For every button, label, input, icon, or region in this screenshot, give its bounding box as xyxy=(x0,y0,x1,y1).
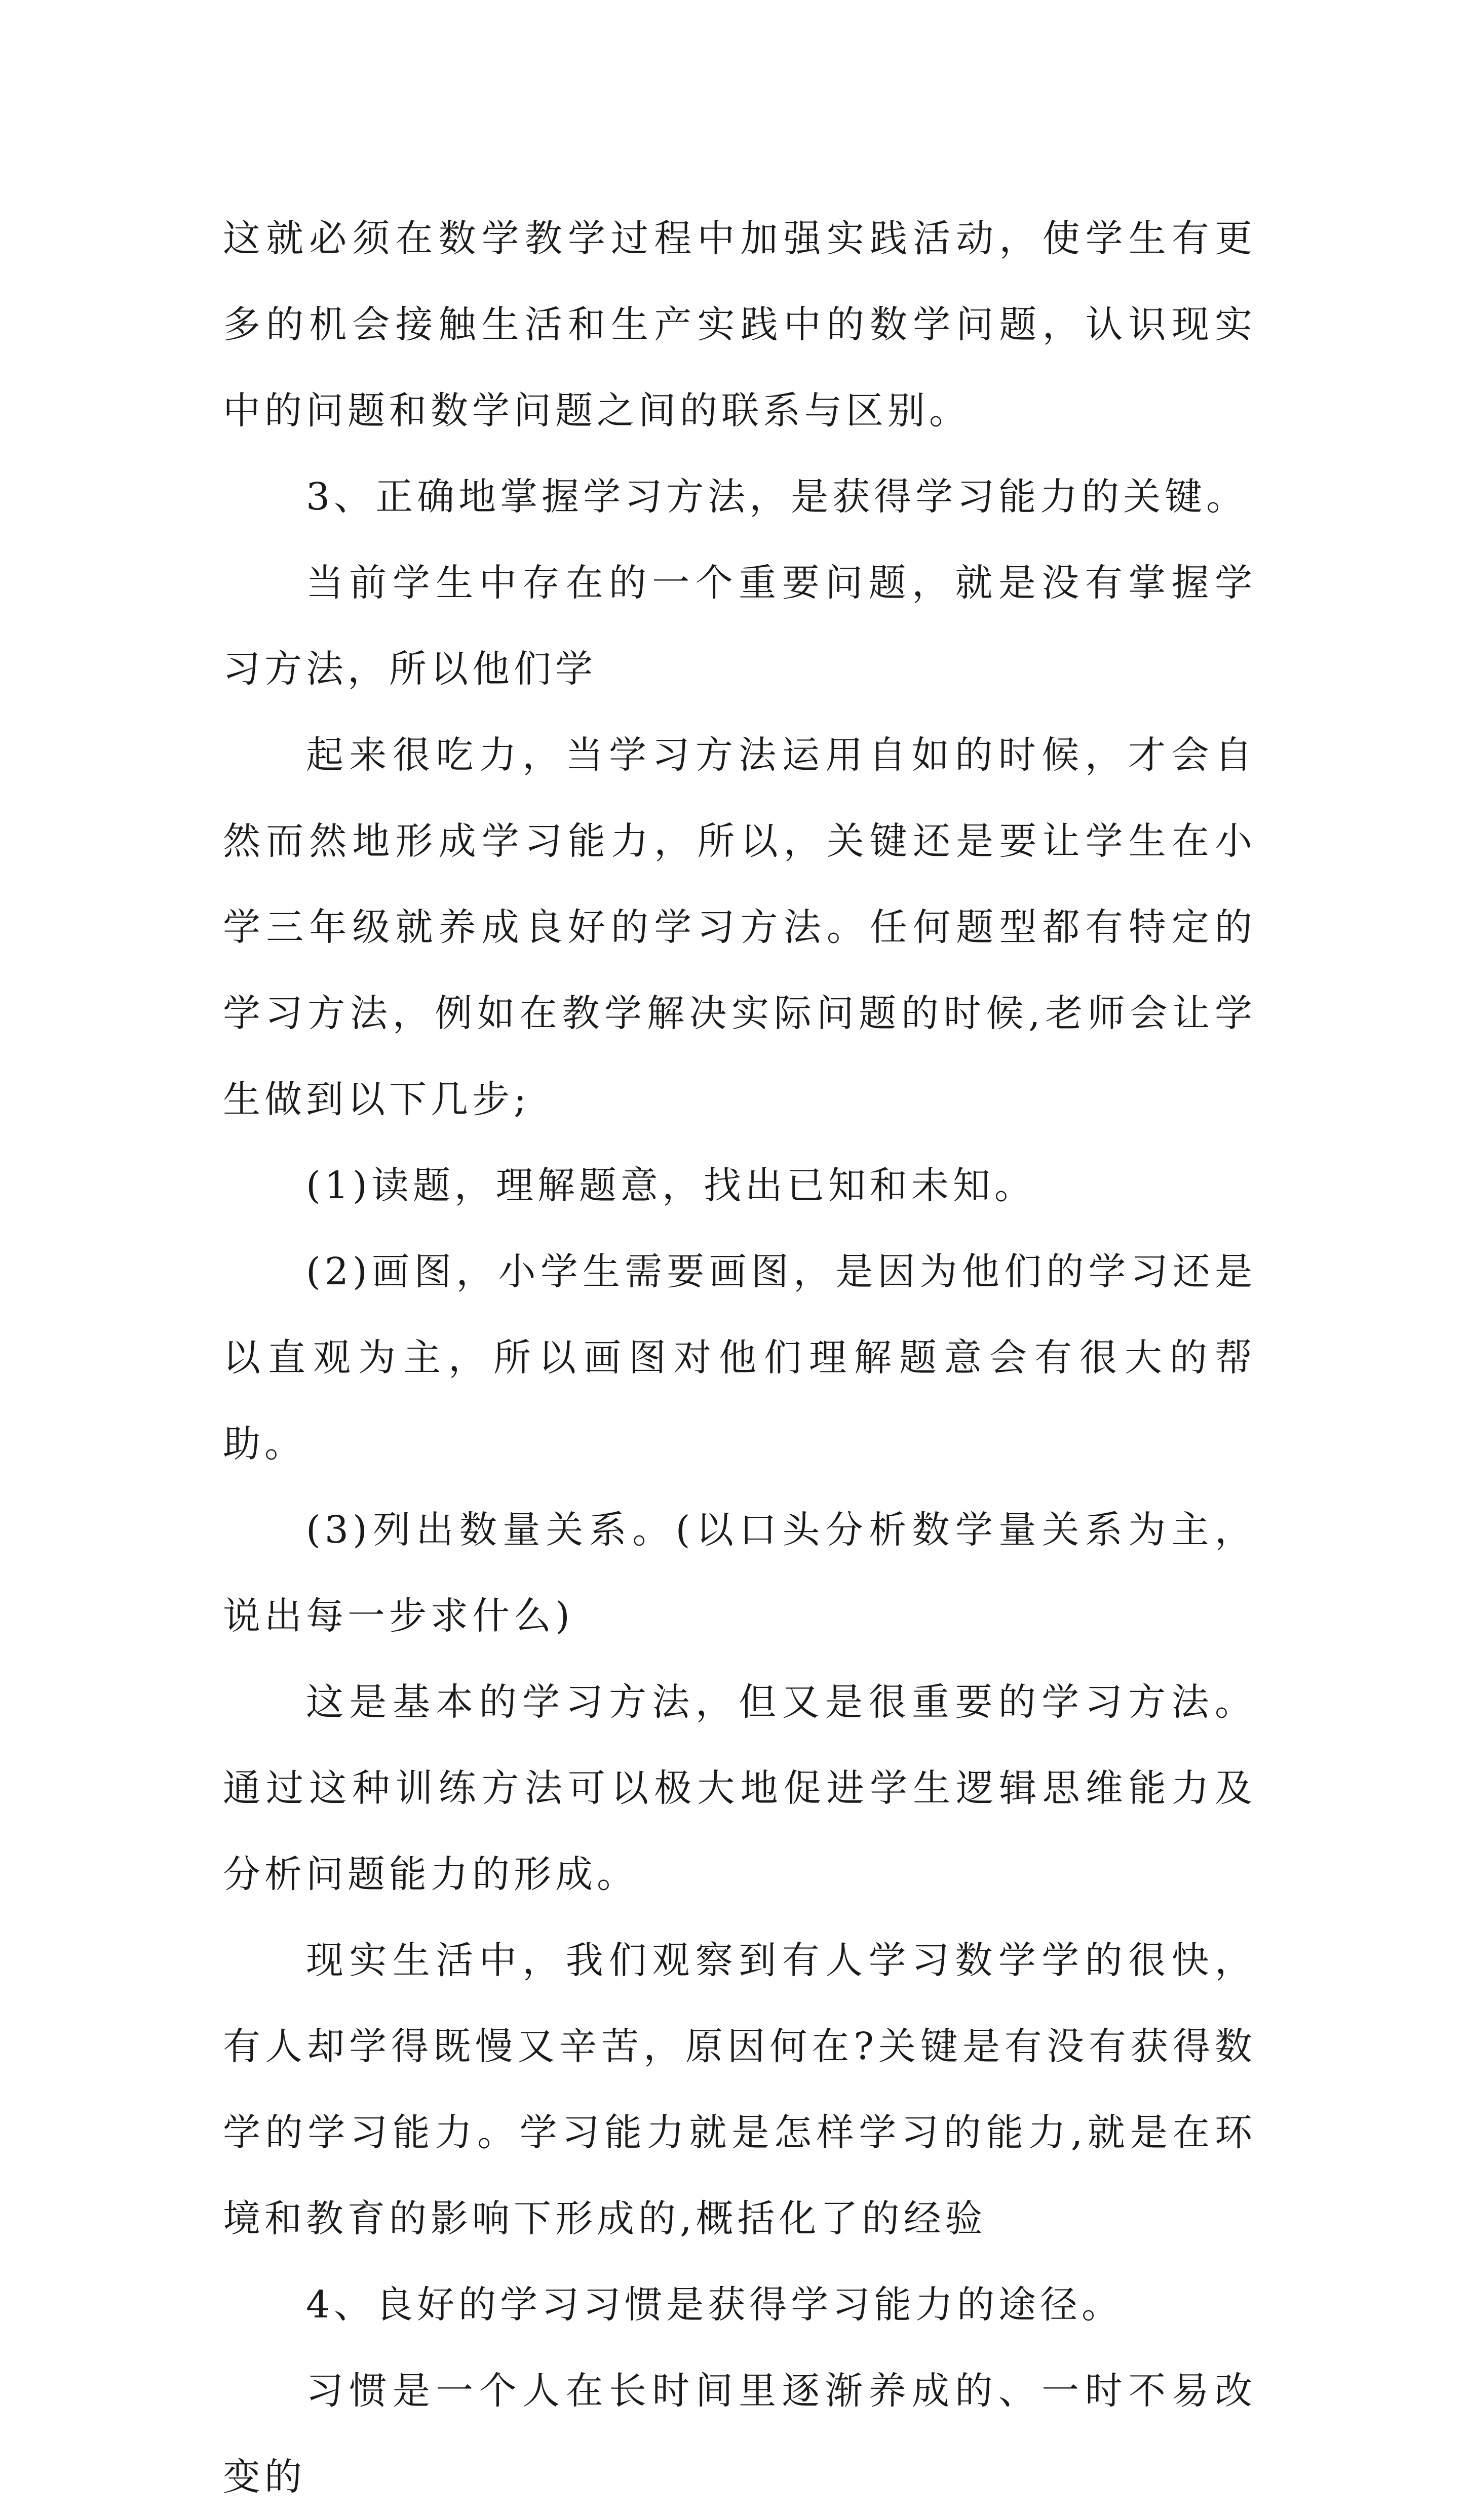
paragraph-heading-4-study-habits: 4、良好的学习习惯是获得学习能力的途径。 xyxy=(306,2283,1124,2327)
paragraph-habit-definition: 习惯是一个人在长时间里逐渐养成的、一时不易改变的 xyxy=(223,2369,1256,2499)
paragraph-method-fluency: 起来很吃力，当学习方法运用自如的时候，才会自然而然地形成学习能力，所以，关键还是要让学生在小学三年级就养成良好的学习方法。任何题型都有特定的学习方法，例如在教学解决实际问题的时候,老师会让学生做到以下几步; xyxy=(223,733,1256,1121)
document-body xyxy=(223,195,1256,2520)
paragraph-real-life-observation: 现实生活中，我们观察到有人学习数学学的很快，有人却学得既慢又辛苦，原因何在?关键是有没有获得数学的学习能力。学习能力就是怎样学习的能力,就是在环境和教育的影响下形成的,概括化了的经验 xyxy=(223,1939,1256,2240)
paragraph-step-3: (3)列出数量关系。(以口头分析数学量关系为主，说出每一步求什么) xyxy=(223,1508,1256,1638)
paragraph-heading-3-learning-methods: 3、正确地掌握学习方法，是获得学习能力的关键。 xyxy=(306,475,1248,519)
paragraph-step-2: (2)画图，小学生需要画图，是因为他们的学习还是以直观为主，所以画图对他们理解题意会有很大的帮助。 xyxy=(223,1250,1256,1466)
paragraph-current-problem: 当前学生中存在的一个重要问题，就是没有掌握学习方法，所以他们学 xyxy=(223,561,1256,691)
paragraph-basic-method: 这是基本的学习方法，但又是很重要的学习方法。通过这种训练方法可以极大地促进学生逻辑思维能力及分析问题能力的形成。 xyxy=(223,1680,1256,1896)
paragraph-step-1: (1)读题，理解题意，找出已知和未知。 xyxy=(306,1164,1036,1207)
paragraph-practice-activities: 这就必须在数学教学过程中加强实践活动，使学生有更多的机会接触生活和生产实践中的数学问题，认识现实中的问题和数学问题之间的联系与区别。 xyxy=(223,217,1256,432)
